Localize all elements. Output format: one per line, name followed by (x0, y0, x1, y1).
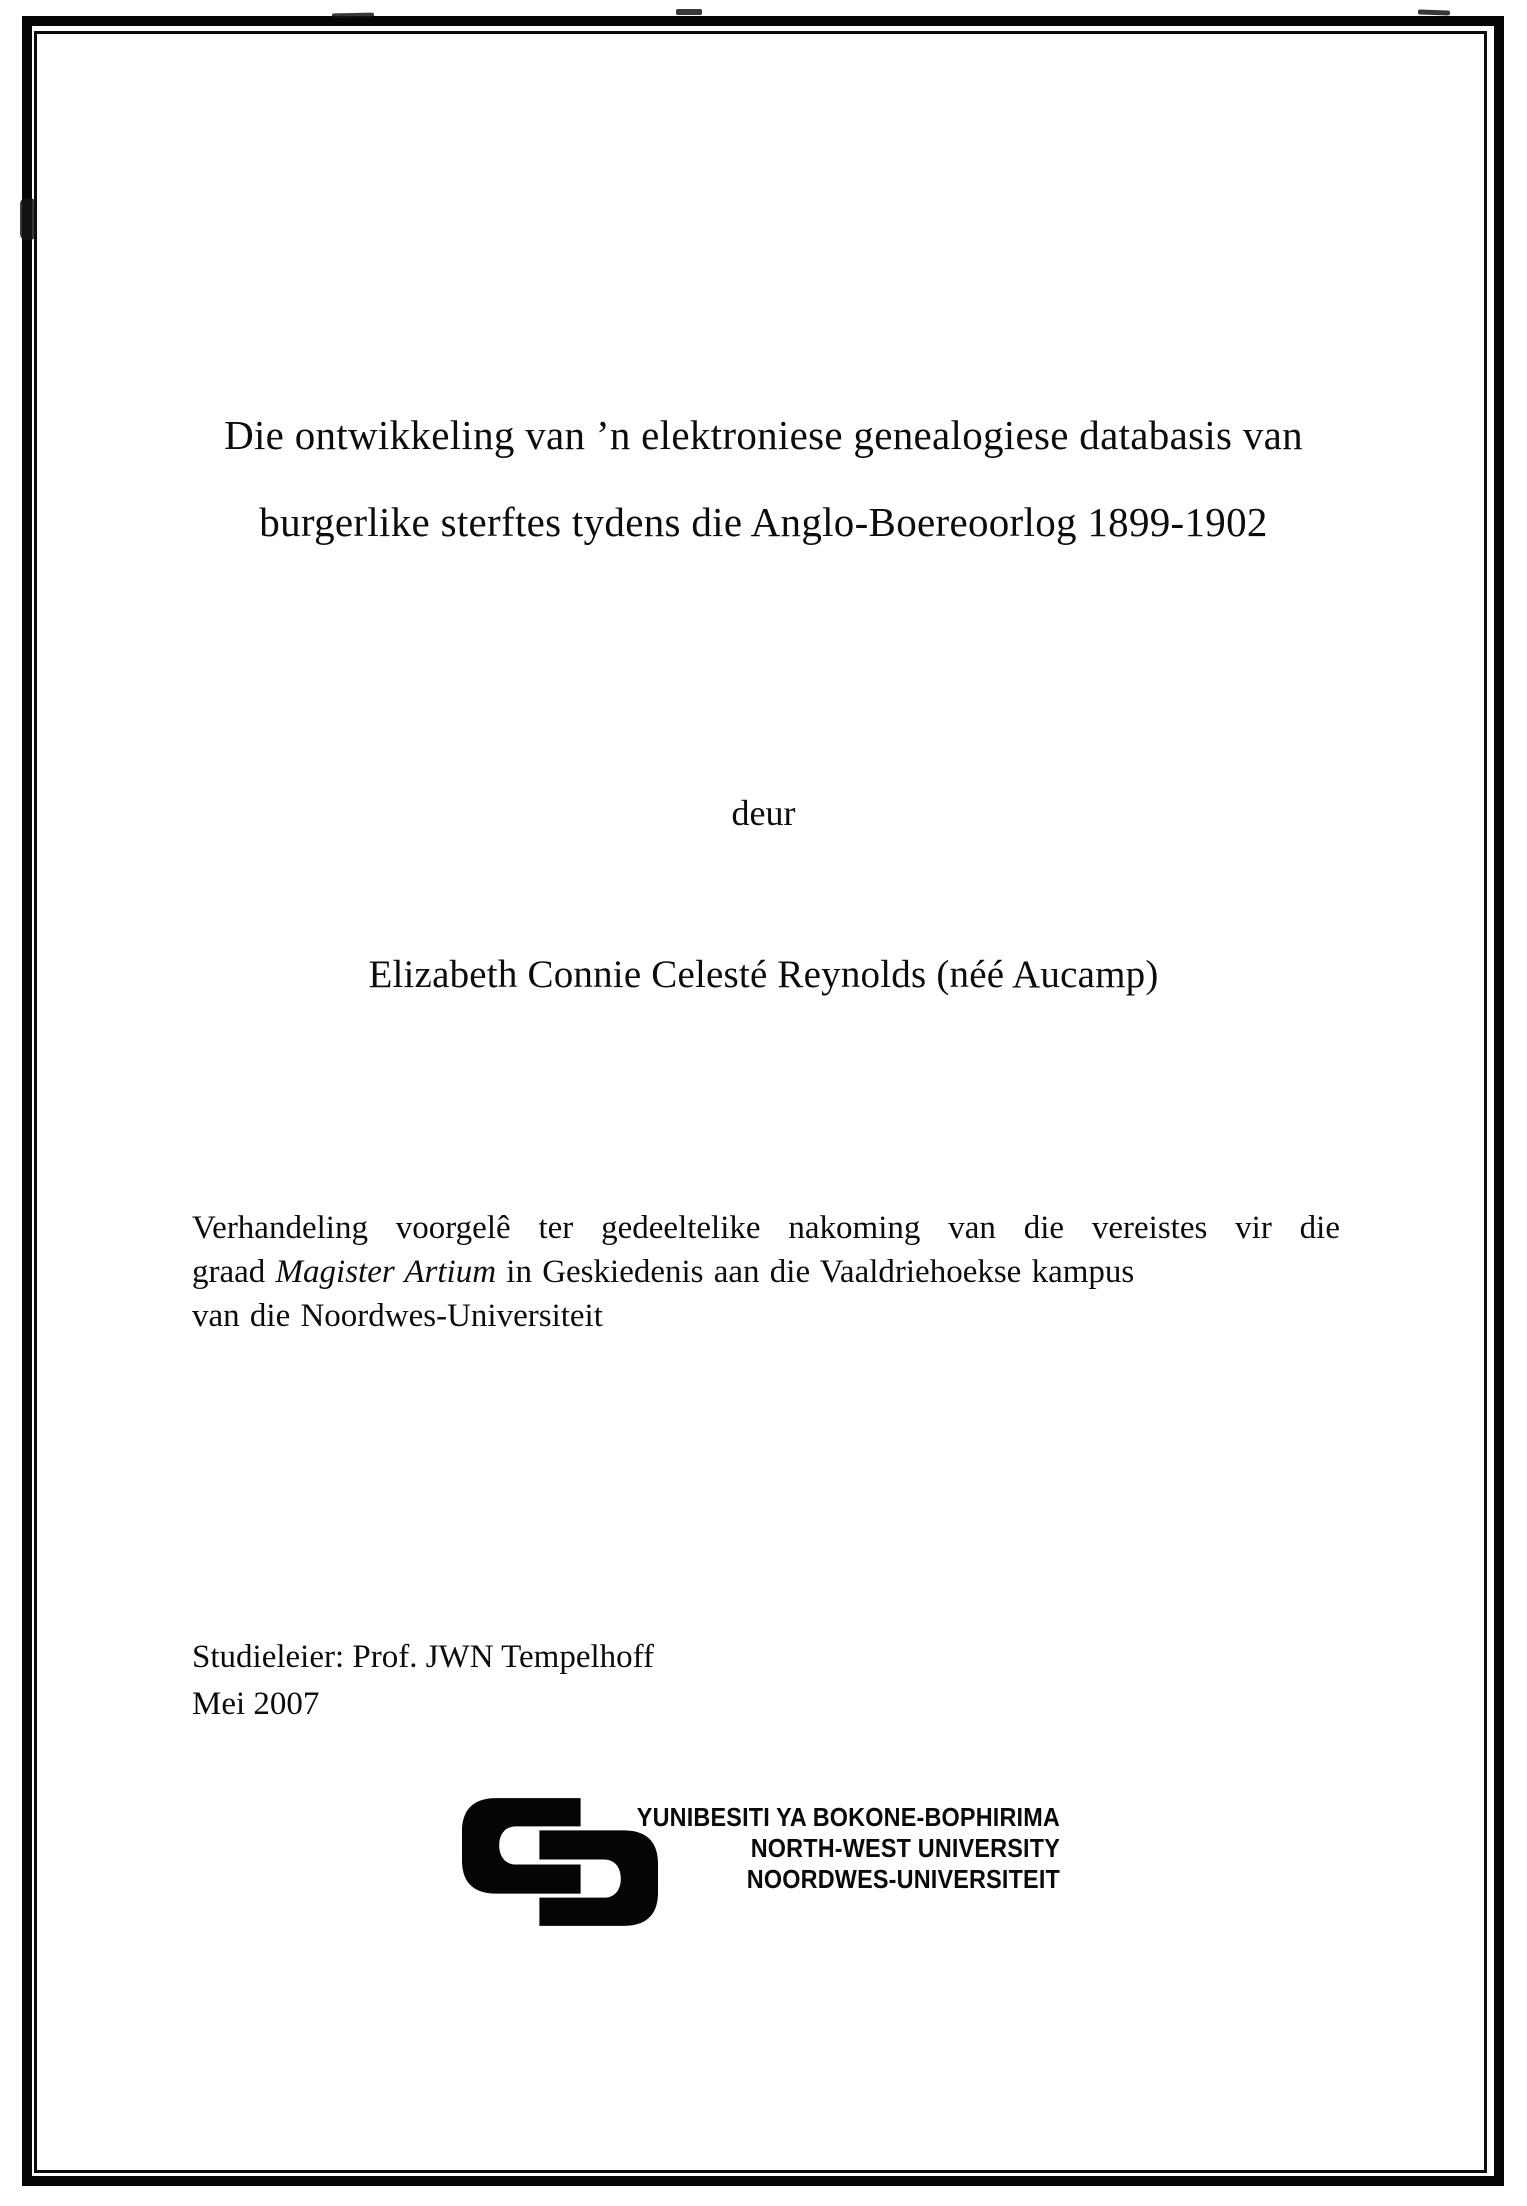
author-name: Elizabeth Connie Celesté Reynolds (néé Aucamp) (368, 953, 1159, 996)
date-line: Mei 2007 (192, 1686, 320, 1722)
submission-line-2 (192, 1250, 1340, 1294)
thesis-title-line-1: Die ontwikkeling van ’n elektroniese genealogiese databasis van (224, 412, 1303, 458)
byline-deur: deur (731, 793, 796, 833)
thesis-title-line-2: burgerlike sterftes tydens die Anglo-Boereoorlog 1899-1902 (259, 499, 1268, 545)
submission-line-2-post: in Geskiedenis aan die Vaaldriehoekse kampus (496, 1254, 1135, 1290)
supervisor-block (192, 1634, 654, 1728)
scan-artifact (676, 9, 702, 15)
submission-line-1: Verhandeling voorgelê ter gedeeltelike nakoming van die vereistes vir die (192, 1210, 1340, 1246)
scan-artifact (332, 13, 374, 19)
university-logo-text (634, 1802, 1060, 1895)
degree-name: Magister Artium (275, 1254, 497, 1290)
thesis-title (110, 392, 1417, 566)
supervisor-line: Studieleier: Prof. JWN Tempelhoff (192, 1639, 655, 1675)
submission-line-3: van die Noordwes-Universiteit (192, 1298, 603, 1334)
scan-artifact (20, 198, 36, 240)
scan-artifact (1418, 9, 1450, 15)
submission-statement (192, 1206, 1340, 1338)
university-logo (462, 1795, 1082, 1930)
logo-text-line-1: YUNIBESITI YA BOKONE-BOPHIRIMA (636, 1802, 1060, 1832)
submission-line-2-pre: graad (192, 1254, 276, 1290)
logo-text-line-2: NORTH-WEST UNIVERSITY (750, 1833, 1060, 1863)
nwu-logo-icon (462, 1798, 658, 1926)
logo-text-line-3: NOORDWES-UNIVERSITEIT (746, 1864, 1060, 1894)
